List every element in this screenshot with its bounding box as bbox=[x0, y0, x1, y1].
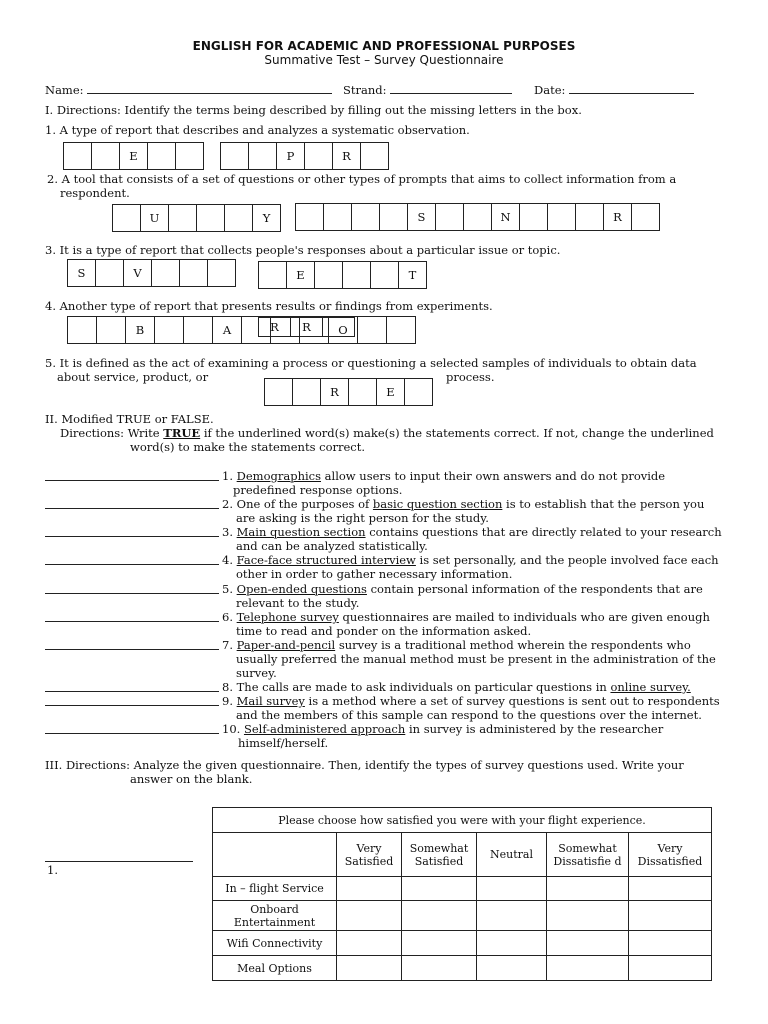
q5-boxes[interactable] bbox=[264, 378, 433, 406]
letter-box[interactable] bbox=[207, 259, 236, 287]
rating-cell[interactable] bbox=[337, 956, 402, 981]
table-row bbox=[213, 931, 712, 956]
letter-box[interactable]: A bbox=[212, 316, 242, 344]
letter-box[interactable] bbox=[323, 203, 352, 231]
letter-box[interactable] bbox=[196, 204, 225, 232]
rating-cell[interactable] bbox=[547, 877, 629, 901]
rating-cell[interactable] bbox=[477, 931, 547, 956]
letter-box[interactable]: P bbox=[276, 142, 305, 170]
q1-boxes-a[interactable] bbox=[63, 142, 204, 170]
item-underlined: Self-administered approach bbox=[243, 722, 406, 736]
true-false-item bbox=[222, 582, 703, 596]
rating-cell[interactable] bbox=[629, 931, 712, 956]
item-text-rest: is to establish that the person you bbox=[506, 497, 705, 511]
table-row-label: Wifi Connectivity bbox=[213, 931, 337, 956]
letter-box[interactable] bbox=[379, 203, 408, 231]
item-underlined: Face-face structured interview bbox=[236, 553, 416, 567]
letter-box[interactable] bbox=[519, 203, 548, 231]
answer-blank[interactable] bbox=[45, 733, 219, 734]
item-continuation: and can be analyzed statistically. bbox=[236, 539, 428, 553]
item-text-rest: is a method where a set of survey questions is sent out to respondents bbox=[308, 694, 720, 708]
true-false-item bbox=[222, 469, 665, 483]
item-underlined: Paper-and-pencil bbox=[236, 638, 336, 652]
item-text-pre: One of the purposes of bbox=[236, 497, 370, 511]
item-number: 2. bbox=[222, 497, 233, 511]
q4-boxes-b[interactable] bbox=[258, 317, 355, 337]
table-header: Please choose how satisfied you were with your flight experience. bbox=[213, 808, 712, 833]
item-text-rest: contain personal information of the respondents that are bbox=[370, 582, 703, 596]
table-column-header: Somewhat Satisfied bbox=[402, 833, 477, 877]
part2-directions bbox=[60, 426, 714, 440]
rating-cell[interactable] bbox=[629, 877, 712, 901]
rating-cell[interactable] bbox=[337, 877, 402, 901]
q4-text: 4. Another type of report that presents results or findings from experiments. bbox=[45, 299, 493, 313]
rating-cell[interactable] bbox=[629, 956, 712, 981]
letter-box[interactable] bbox=[575, 203, 604, 231]
item-continuation: are asking is the right person for the study. bbox=[236, 511, 489, 525]
q3-boxes-a[interactable] bbox=[67, 259, 236, 287]
page-title: ENGLISH FOR ACADEMIC AND PROFESSIONAL PURPOSES bbox=[192, 39, 576, 53]
q3-text: 3. It is a type of report that collects people's responses about a particular issue or topic. bbox=[45, 243, 561, 257]
answer-blank[interactable] bbox=[45, 649, 219, 650]
letter-box[interactable] bbox=[95, 259, 124, 287]
letter-box[interactable] bbox=[304, 142, 333, 170]
letter-box[interactable] bbox=[248, 142, 277, 170]
letter-box[interactable]: E bbox=[376, 378, 405, 406]
name-blank[interactable] bbox=[87, 82, 332, 94]
item-number: 9. bbox=[222, 694, 233, 708]
letter-box[interactable] bbox=[435, 203, 464, 231]
item-text-rest: allow users to input their own answers and do not provide bbox=[324, 469, 666, 483]
rating-cell[interactable] bbox=[629, 901, 712, 931]
letter-box[interactable] bbox=[631, 203, 660, 231]
item-underlined: online survey. bbox=[610, 680, 691, 694]
item-underlined: Main question section bbox=[236, 525, 366, 539]
item-continuation: predefined response options. bbox=[233, 483, 403, 497]
rating-cell[interactable] bbox=[402, 877, 477, 901]
item-continuation: other in order to gather necessary information. bbox=[236, 567, 513, 581]
answer-blank[interactable] bbox=[45, 564, 219, 565]
item-number: 1. bbox=[222, 469, 233, 483]
letter-box[interactable] bbox=[314, 261, 343, 289]
letter-box[interactable]: S bbox=[407, 203, 436, 231]
q5-text-c: process. bbox=[446, 370, 495, 384]
true-false-item bbox=[222, 722, 663, 736]
letter-box[interactable]: Y bbox=[252, 204, 281, 232]
letter-box[interactable] bbox=[147, 142, 176, 170]
rating-cell[interactable] bbox=[547, 901, 629, 931]
letter-box[interactable]: N bbox=[491, 203, 520, 231]
q1-text: 1. A type of report that describes and analyzes a systematic observation. bbox=[45, 123, 470, 137]
letter-box[interactable]: R bbox=[290, 317, 323, 337]
letter-box[interactable] bbox=[322, 317, 355, 337]
strand-field[interactable] bbox=[343, 82, 512, 97]
q3-boxes-b[interactable] bbox=[258, 261, 427, 289]
item-number: 8. bbox=[222, 680, 233, 694]
letter-box[interactable] bbox=[360, 142, 389, 170]
item-text-rest: contains questions that are directly related to your research bbox=[369, 525, 722, 539]
answer-blank[interactable] bbox=[45, 705, 219, 706]
rating-cell[interactable] bbox=[402, 931, 477, 956]
part2-heading: II. Modified TRUE or FALSE. bbox=[45, 412, 214, 426]
rating-cell[interactable] bbox=[337, 901, 402, 931]
q4-boxes-a[interactable] bbox=[67, 316, 416, 344]
rating-cell[interactable] bbox=[477, 901, 547, 931]
letter-box[interactable]: U bbox=[140, 204, 169, 232]
true-false-item bbox=[222, 694, 720, 708]
date-label: Date: bbox=[534, 83, 566, 97]
table-row bbox=[213, 956, 712, 981]
true-false-item bbox=[222, 553, 719, 567]
item-continuation: survey. bbox=[236, 666, 277, 680]
q5-text-a: 5. It is defined as the act of examining a process or questioning a selected samples of individuals to obtain data bbox=[45, 356, 697, 370]
flight-satisfaction-table bbox=[212, 807, 712, 981]
q2-boxes-a[interactable] bbox=[112, 204, 281, 232]
item-number: 3. bbox=[222, 525, 233, 539]
q1-boxes-b[interactable] bbox=[220, 142, 389, 170]
letter-box[interactable] bbox=[175, 142, 204, 170]
table-column-header: Very Dissatisfied bbox=[629, 833, 712, 877]
item-text-rest: questionnaires are mailed to individuals who are given enough bbox=[342, 610, 710, 624]
letter-box[interactable]: E bbox=[286, 261, 315, 289]
part3-answer-blank[interactable] bbox=[45, 861, 193, 862]
item-text-rest: in survey is administered by the researcher bbox=[408, 722, 664, 736]
letter-box[interactable] bbox=[63, 142, 92, 170]
letter-box[interactable]: B bbox=[125, 316, 155, 344]
true-false-item bbox=[222, 497, 704, 511]
item-underlined: basic question section bbox=[372, 497, 503, 511]
letter-box[interactable] bbox=[91, 142, 120, 170]
table-column-header: Neutral bbox=[477, 833, 547, 877]
item-number: 6. bbox=[222, 610, 233, 624]
part1-directions: I. Directions: Identify the terms being described by filling out the missing letters in the box. bbox=[45, 103, 582, 117]
rating-cell[interactable] bbox=[547, 931, 629, 956]
rating-cell[interactable] bbox=[337, 931, 402, 956]
letter-box[interactable]: R bbox=[603, 203, 632, 231]
table-row-label: In – flight Service bbox=[213, 877, 337, 901]
item-underlined: Demographics bbox=[236, 469, 321, 483]
part3-item-number: 1. bbox=[47, 863, 58, 877]
letter-box[interactable]: R bbox=[332, 142, 361, 170]
table-row-label: Meal Options bbox=[213, 956, 337, 981]
letter-box[interactable]: R bbox=[258, 317, 291, 337]
strand-blank[interactable] bbox=[390, 82, 512, 94]
q2-boxes-b[interactable] bbox=[295, 203, 660, 231]
page-subtitle: Summative Test – Survey Questionnaire bbox=[264, 53, 504, 67]
item-text-pre: The calls are made to ask individuals on particular questions in bbox=[236, 680, 607, 694]
date-blank[interactable] bbox=[569, 82, 694, 94]
letter-box[interactable] bbox=[348, 378, 377, 406]
letter-box[interactable] bbox=[183, 316, 213, 344]
letter-box[interactable] bbox=[264, 378, 293, 406]
letter-box[interactable] bbox=[151, 259, 180, 287]
item-number: 5. bbox=[222, 582, 233, 596]
item-continuation: relevant to the study. bbox=[236, 596, 360, 610]
answer-blank[interactable] bbox=[45, 691, 219, 692]
part2-dir-a: Directions: Write bbox=[60, 426, 160, 440]
answer-blank[interactable] bbox=[45, 508, 219, 509]
item-number: 10. bbox=[222, 722, 241, 736]
table-corner-cell bbox=[213, 833, 337, 877]
item-continuation: and the members of this sample can respond to the questions over the internet. bbox=[236, 708, 702, 722]
rating-cell[interactable] bbox=[477, 877, 547, 901]
item-underlined: Mail survey bbox=[236, 694, 305, 708]
item-underlined: Open-ended questions bbox=[236, 582, 367, 596]
letter-box[interactable] bbox=[351, 203, 380, 231]
q2-text-b: respondent. bbox=[60, 186, 130, 200]
letter-box[interactable] bbox=[154, 316, 184, 344]
letter-box[interactable] bbox=[67, 316, 97, 344]
part3-directions-b: answer on the blank. bbox=[130, 772, 253, 786]
letter-box[interactable]: T bbox=[398, 261, 427, 289]
letter-box[interactable] bbox=[404, 378, 433, 406]
letter-box[interactable]: O bbox=[328, 316, 358, 344]
letter-box[interactable]: V bbox=[123, 259, 152, 287]
item-number: 7. bbox=[222, 638, 233, 652]
answer-blank[interactable] bbox=[45, 536, 219, 537]
letter-box[interactable] bbox=[295, 203, 324, 231]
table-row bbox=[213, 901, 712, 931]
item-continuation: usually preferred the manual method must be present in the administration of the bbox=[236, 652, 716, 666]
rating-cell[interactable] bbox=[402, 956, 477, 981]
letter-box[interactable] bbox=[179, 259, 208, 287]
letter-box[interactable] bbox=[370, 261, 399, 289]
rating-cell[interactable] bbox=[402, 901, 477, 931]
letter-box[interactable] bbox=[292, 378, 321, 406]
part2-dir-c: word(s) to make the statements correct. bbox=[130, 440, 366, 454]
true-false-item bbox=[222, 610, 710, 624]
rating-cell[interactable] bbox=[477, 956, 547, 981]
q5-text-b: about service, product, or bbox=[57, 370, 209, 384]
letter-box[interactable] bbox=[342, 261, 371, 289]
strand-label: Strand: bbox=[343, 83, 387, 97]
letter-box[interactable] bbox=[258, 261, 287, 289]
table-column-header: Very Satisfied bbox=[337, 833, 402, 877]
table-column-row bbox=[213, 833, 712, 877]
letter-box[interactable] bbox=[96, 316, 126, 344]
letter-box[interactable] bbox=[547, 203, 576, 231]
item-text-rest: survey is a traditional method wherein the respondents who bbox=[338, 638, 691, 652]
part3-directions-a: III. Directions: Analyze the given questionnaire. Then, identify the types of survey questions used. Write your bbox=[45, 758, 684, 772]
name-label: Name: bbox=[45, 83, 84, 97]
letter-box[interactable] bbox=[112, 204, 141, 232]
rating-cell[interactable] bbox=[547, 956, 629, 981]
date-field[interactable] bbox=[534, 82, 694, 97]
table-column-header: Somewhat Dissatisfie d bbox=[547, 833, 629, 877]
table-row-label: Onboard Entertainment bbox=[213, 901, 337, 931]
item-text-rest: is set personally, and the people involved face each bbox=[419, 553, 719, 567]
letter-box[interactable] bbox=[357, 316, 387, 344]
item-underlined: Telephone survey bbox=[236, 610, 339, 624]
true-false-item bbox=[222, 638, 691, 652]
letter-box[interactable]: R bbox=[320, 378, 349, 406]
part2-dir-true: TRUE bbox=[163, 426, 201, 440]
letter-box[interactable] bbox=[220, 142, 249, 170]
answer-blank[interactable] bbox=[45, 480, 219, 481]
true-false-item bbox=[222, 525, 722, 539]
letter-box[interactable] bbox=[224, 204, 253, 232]
true-false-item bbox=[222, 680, 691, 694]
item-number: 4. bbox=[222, 553, 233, 567]
letter-box[interactable] bbox=[386, 316, 416, 344]
part2-dir-b: if the underlined word(s) make(s) the statements correct. If not, change the underlined bbox=[203, 426, 714, 440]
letter-box[interactable]: E bbox=[119, 142, 148, 170]
letter-box[interactable] bbox=[463, 203, 492, 231]
item-continuation: himself/herself. bbox=[238, 736, 329, 750]
answer-blank[interactable] bbox=[45, 621, 219, 622]
answer-blank[interactable] bbox=[45, 593, 219, 594]
table-row bbox=[213, 877, 712, 901]
name-field[interactable] bbox=[45, 82, 332, 97]
item-continuation: time to read and ponder on the information asked. bbox=[236, 624, 532, 638]
letter-box[interactable] bbox=[168, 204, 197, 232]
q2-text-a: 2. A tool that consists of a set of questions or other types of prompts that aims to collect information from a bbox=[47, 172, 677, 186]
letter-box[interactable]: S bbox=[67, 259, 96, 287]
